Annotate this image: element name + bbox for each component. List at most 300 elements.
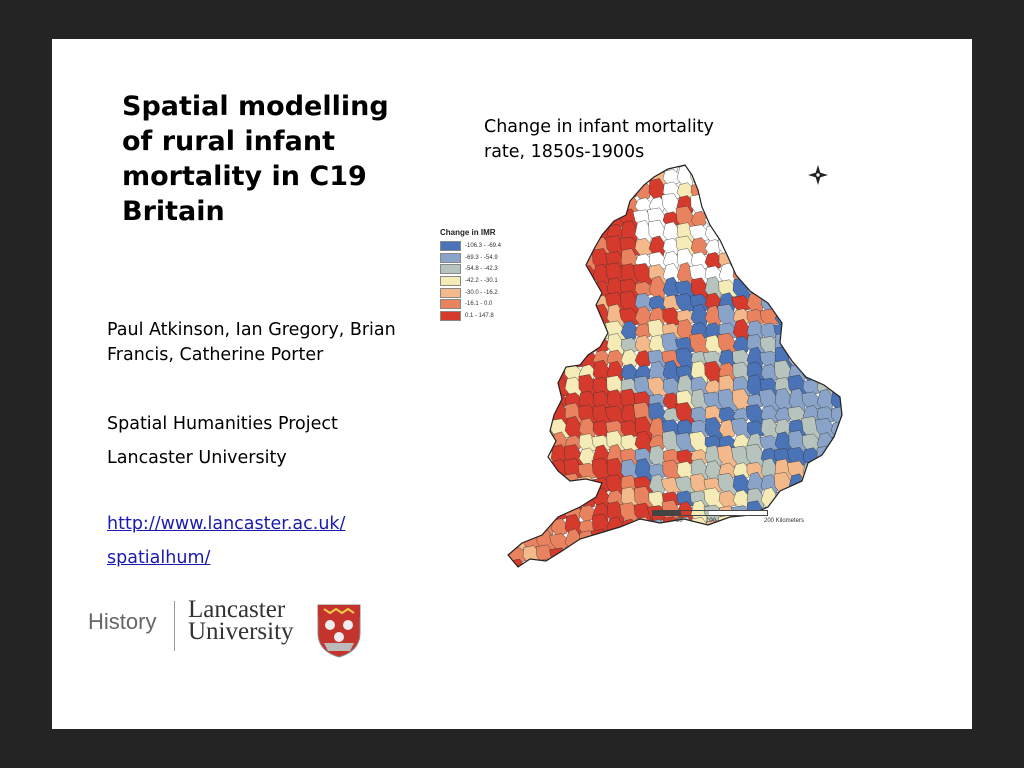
map-district xyxy=(774,194,795,214)
map-district xyxy=(523,404,540,424)
map-district xyxy=(577,166,599,186)
map-district xyxy=(831,350,848,368)
map-district xyxy=(774,277,793,298)
map-district xyxy=(844,264,860,284)
map-district xyxy=(844,335,860,354)
map-district xyxy=(621,183,638,200)
map-district xyxy=(577,476,598,494)
map-district xyxy=(733,529,750,550)
scale-tick: 200 Kilometers xyxy=(764,518,805,524)
map-district xyxy=(579,561,597,578)
legend-item xyxy=(440,240,520,252)
scale-tick: 100 xyxy=(706,518,717,524)
map-district xyxy=(677,562,694,578)
map-district xyxy=(788,182,807,200)
map-district xyxy=(593,153,610,172)
map-district xyxy=(536,464,557,480)
map-district xyxy=(747,224,764,242)
map-district xyxy=(789,235,806,256)
map-district xyxy=(747,210,764,228)
map-district xyxy=(649,529,667,550)
map-district xyxy=(831,305,849,328)
map-district xyxy=(591,558,612,579)
map-district xyxy=(509,490,526,508)
map-district xyxy=(845,402,860,426)
map-district xyxy=(719,210,737,228)
map-district xyxy=(578,281,599,298)
map-district xyxy=(605,156,626,172)
map-district xyxy=(761,254,778,270)
map-district xyxy=(815,337,837,354)
map-district xyxy=(509,194,528,214)
legend-item xyxy=(440,263,520,275)
map-district xyxy=(831,490,848,508)
map-district xyxy=(509,208,526,228)
map-district xyxy=(535,166,557,186)
map-district xyxy=(578,154,597,172)
map-district xyxy=(677,533,695,550)
map-district xyxy=(803,348,820,368)
map-district xyxy=(565,224,584,242)
map-district xyxy=(509,352,526,368)
map-district xyxy=(844,179,860,201)
map-district xyxy=(831,198,848,214)
map-district xyxy=(733,253,750,270)
map-district xyxy=(634,153,654,172)
map-district xyxy=(845,529,860,552)
map-district xyxy=(845,253,860,270)
map-district xyxy=(817,179,834,201)
map-district xyxy=(830,323,850,340)
map-district xyxy=(649,152,666,173)
map-district xyxy=(523,463,542,480)
scale-bar-graphic xyxy=(652,510,768,516)
map-district xyxy=(577,305,598,326)
map-district xyxy=(508,421,528,438)
map-district xyxy=(537,281,554,298)
map-district xyxy=(565,305,582,326)
map-district xyxy=(801,476,823,494)
map-district xyxy=(845,489,860,508)
map-district xyxy=(523,361,540,383)
map-district xyxy=(523,319,540,341)
map-district xyxy=(760,266,781,284)
map-district xyxy=(761,151,778,174)
map-district xyxy=(550,249,569,271)
map-district xyxy=(803,250,820,271)
map-district xyxy=(747,532,764,550)
map-district xyxy=(775,562,792,578)
map-district xyxy=(717,557,739,579)
map-district xyxy=(649,560,668,578)
map-district xyxy=(578,196,598,214)
map-district xyxy=(509,407,526,424)
map-district xyxy=(775,165,792,188)
map-district xyxy=(522,502,542,522)
map-district xyxy=(523,489,541,508)
map-district xyxy=(593,207,610,228)
map-district xyxy=(703,529,724,552)
scale-bar xyxy=(648,510,823,530)
map-district xyxy=(829,226,851,242)
map-district xyxy=(816,194,836,214)
map-district xyxy=(509,379,526,396)
map-district xyxy=(802,223,823,242)
map-district xyxy=(564,250,584,271)
map-district xyxy=(537,391,555,410)
map-district xyxy=(802,307,822,326)
map-district xyxy=(704,557,724,579)
map-district xyxy=(773,530,794,550)
map-district xyxy=(843,307,860,326)
map-district xyxy=(703,156,724,172)
map-district xyxy=(537,376,554,396)
map-district xyxy=(509,446,527,467)
map-district xyxy=(509,338,526,354)
map-district xyxy=(789,308,806,326)
map-district xyxy=(801,277,823,298)
map-district xyxy=(817,318,834,341)
map-district xyxy=(733,179,750,201)
map-district xyxy=(551,152,569,173)
university-crest-icon xyxy=(316,603,362,659)
logo-divider xyxy=(174,601,175,651)
map-district xyxy=(551,293,569,312)
map-district xyxy=(789,280,808,298)
map-district xyxy=(507,360,528,383)
map-district xyxy=(789,195,806,214)
map-district xyxy=(788,167,809,186)
map-district xyxy=(536,267,556,284)
map-district xyxy=(831,520,848,536)
legend-item xyxy=(440,287,520,299)
map-district xyxy=(509,323,526,340)
map-district xyxy=(775,295,792,312)
map-district xyxy=(747,180,764,200)
map-district xyxy=(733,560,750,578)
legend-item xyxy=(440,275,520,287)
project-name: Spatial Humanities Project xyxy=(107,414,338,434)
project-link-line2[interactable]: spatialhum/ xyxy=(107,548,211,568)
map-district xyxy=(523,239,541,256)
map-district xyxy=(565,486,582,510)
map-district xyxy=(523,310,540,326)
map-district xyxy=(551,238,568,256)
map-district xyxy=(523,348,540,368)
map-district xyxy=(816,474,835,494)
map-district xyxy=(844,348,860,368)
map-district xyxy=(509,391,526,410)
map-district xyxy=(691,152,708,172)
map-district xyxy=(719,182,736,200)
map-district xyxy=(550,166,569,186)
map-district xyxy=(621,165,638,187)
map-district xyxy=(509,431,526,452)
map-district xyxy=(551,222,568,243)
map-district xyxy=(537,195,554,214)
map-district xyxy=(551,209,568,228)
map-district xyxy=(522,266,543,284)
map-district xyxy=(523,390,541,411)
map-district xyxy=(789,559,806,578)
map-district xyxy=(817,264,834,284)
map-district xyxy=(509,473,526,496)
map-district xyxy=(747,253,765,270)
scale-tick: 0 xyxy=(650,518,654,524)
map-district xyxy=(719,164,736,187)
map-district xyxy=(621,519,638,536)
map-district xyxy=(831,239,848,256)
legend-swatch xyxy=(440,264,461,274)
legend-item xyxy=(440,252,520,264)
map-district xyxy=(523,251,540,270)
map-district xyxy=(718,544,739,564)
map-district xyxy=(845,460,860,480)
map-district xyxy=(579,545,596,564)
map-district xyxy=(845,546,860,564)
map-district xyxy=(761,560,779,578)
map-district xyxy=(703,180,724,200)
map-district xyxy=(565,560,582,578)
map-district xyxy=(593,545,610,564)
map-district xyxy=(831,561,848,578)
map-district xyxy=(845,557,860,580)
map-district xyxy=(817,249,834,272)
map-district xyxy=(760,165,780,187)
map-district xyxy=(509,170,526,186)
map-district xyxy=(775,266,792,284)
map-district xyxy=(845,238,860,256)
map-district xyxy=(565,150,582,173)
map-district xyxy=(747,543,764,564)
map-district xyxy=(662,531,682,550)
map-district xyxy=(816,208,837,228)
map-district xyxy=(537,222,554,242)
map-district xyxy=(831,335,848,354)
map-legend xyxy=(440,228,520,322)
map-district xyxy=(537,472,554,495)
map-district xyxy=(761,234,778,258)
map-district xyxy=(522,206,541,229)
map-district xyxy=(705,546,722,564)
map-district xyxy=(831,501,848,524)
legend-label: -16.1 - 0.0 xyxy=(465,301,493,308)
legend-label: -69.3 - -54.9 xyxy=(465,254,498,261)
legend-label: -30.0 - -16.2 xyxy=(465,289,498,296)
map-district xyxy=(775,154,793,172)
map-district xyxy=(522,153,541,172)
map-district xyxy=(845,375,860,398)
legend-swatch xyxy=(440,253,461,263)
map-district xyxy=(535,506,557,522)
map-district xyxy=(817,529,834,551)
map-district xyxy=(536,360,556,383)
map-district xyxy=(523,516,540,536)
map-district xyxy=(551,488,568,509)
map-district xyxy=(549,351,571,368)
map-district xyxy=(803,182,820,200)
map-district xyxy=(523,421,540,438)
map-district xyxy=(719,153,736,172)
map-district xyxy=(537,212,555,228)
map-district xyxy=(831,444,848,467)
map-district xyxy=(523,192,541,216)
map-district xyxy=(565,280,583,298)
map-district xyxy=(733,152,750,172)
map-district xyxy=(591,195,613,214)
map-district xyxy=(733,208,750,228)
map-district xyxy=(845,393,860,410)
map-district xyxy=(564,295,585,312)
map-district xyxy=(535,155,556,172)
map-district xyxy=(801,292,823,313)
map-district xyxy=(593,165,610,188)
scale-tick: 50 xyxy=(676,518,683,524)
map-district xyxy=(845,416,860,440)
legend-title: Change in IMR xyxy=(440,228,496,237)
map-district xyxy=(843,432,860,452)
map-district xyxy=(509,460,526,480)
map-district xyxy=(549,548,570,564)
map-district xyxy=(831,168,848,186)
map-district xyxy=(523,435,540,452)
map-district xyxy=(746,166,765,186)
map-district xyxy=(579,225,596,242)
map-district xyxy=(845,195,860,214)
map-district xyxy=(537,180,554,200)
map-district xyxy=(522,475,541,494)
map-district xyxy=(521,380,543,396)
map-district xyxy=(789,546,806,564)
legend-swatch xyxy=(440,299,461,309)
lancaster-history-logo xyxy=(88,597,378,667)
map-district xyxy=(522,333,543,355)
map-district xyxy=(831,545,848,564)
map-district xyxy=(803,262,820,286)
map-district xyxy=(523,178,541,202)
map-district xyxy=(733,236,750,256)
project-link-line1[interactable]: http://www.lancaster.ac.uk/ xyxy=(107,514,346,534)
map-district xyxy=(817,279,834,298)
map-district xyxy=(803,194,820,214)
map-district xyxy=(746,562,766,578)
map-district xyxy=(536,250,556,270)
map-district xyxy=(621,561,638,578)
map-district xyxy=(803,336,820,354)
map-district xyxy=(523,277,540,299)
map-district xyxy=(747,196,764,214)
map-district xyxy=(747,151,764,173)
map-district xyxy=(607,181,625,200)
map-district xyxy=(761,222,779,242)
map-district xyxy=(550,558,570,579)
map-district xyxy=(845,155,860,172)
map-district xyxy=(746,236,765,256)
slide-title: Spatial modelling of rural infant mortality in C19 Britain xyxy=(122,91,389,227)
map-district xyxy=(831,472,848,495)
map-district xyxy=(774,252,795,270)
map-district xyxy=(523,168,540,186)
map-district xyxy=(535,304,556,328)
map-district xyxy=(803,209,820,228)
map-district xyxy=(607,533,624,550)
map-district xyxy=(789,268,806,284)
map-district xyxy=(775,239,793,256)
map-district xyxy=(649,544,666,564)
legend-swatch xyxy=(440,311,461,321)
legend-label: -42.2 - -30.1 xyxy=(465,277,498,284)
map-district xyxy=(830,363,851,382)
map-district xyxy=(830,154,849,172)
map-district xyxy=(843,363,860,382)
logo-department: History xyxy=(88,609,157,634)
map-district xyxy=(761,544,780,564)
map-district xyxy=(789,338,806,354)
map-district xyxy=(789,152,806,172)
map-district xyxy=(815,461,837,480)
map-title: Change in infant mortality rate, 1850s-1900s xyxy=(484,117,714,162)
map-district xyxy=(593,184,610,200)
map-district xyxy=(775,546,792,564)
legend-label: -54.8 - -42.3 xyxy=(465,266,498,273)
map-district xyxy=(719,225,736,242)
map-district xyxy=(536,318,557,341)
legend-label: -106.3 - -69.4 xyxy=(465,242,502,249)
map-district xyxy=(691,546,708,564)
map-district xyxy=(817,153,834,172)
map-district xyxy=(830,207,850,229)
map-district xyxy=(691,532,708,550)
map-district xyxy=(564,264,585,284)
map-district xyxy=(789,530,807,550)
map-district xyxy=(509,153,526,172)
map-district xyxy=(563,235,585,257)
map-district xyxy=(509,504,526,522)
map-district xyxy=(803,322,820,340)
map-district xyxy=(817,363,834,382)
map-district xyxy=(831,249,848,271)
map-district xyxy=(775,491,792,508)
map-district xyxy=(817,295,834,312)
map-district xyxy=(523,223,540,242)
map-district xyxy=(747,267,764,284)
map-district xyxy=(579,320,596,341)
map-district xyxy=(537,491,554,508)
map-district xyxy=(789,250,806,271)
map-district xyxy=(845,295,860,312)
map-district xyxy=(831,280,848,298)
map-district xyxy=(831,183,848,200)
logo-university-name: Lancaster University xyxy=(188,596,294,645)
map-district xyxy=(607,546,624,564)
legend-swatch xyxy=(440,241,461,251)
map-district xyxy=(621,533,638,550)
map-district xyxy=(774,225,794,242)
map-district xyxy=(787,208,808,229)
map-district xyxy=(579,207,597,228)
map-district xyxy=(761,210,778,228)
map-district xyxy=(537,294,554,312)
map-district xyxy=(845,446,860,466)
map-district xyxy=(817,309,834,326)
map-district xyxy=(845,472,860,496)
map-district xyxy=(579,183,596,200)
map-district xyxy=(537,402,554,426)
map-district xyxy=(817,236,834,256)
map-district xyxy=(817,559,834,578)
map-district xyxy=(803,529,820,551)
map-district xyxy=(536,334,556,354)
